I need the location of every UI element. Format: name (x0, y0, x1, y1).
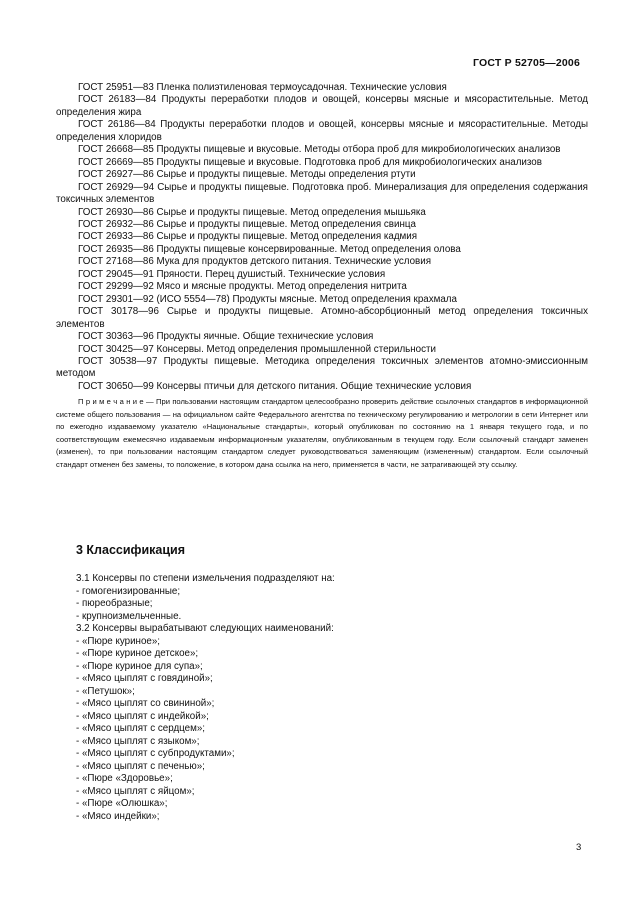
list-item: - «Мясо цыплят с говядиной»; (76, 673, 586, 686)
list-item: - «Пюре куриное детское»; (76, 648, 586, 661)
list-item: - «Мясо цыплят с языком»; (76, 736, 586, 749)
list-item: - «Пюре «Олюшка»; (76, 798, 586, 811)
name-list (76, 636, 586, 824)
reference-item: ГОСТ 26669—85 Продукты пищевые и вкусовые. Подготовка проб для микробиологических анализов (78, 156, 542, 168)
list-item: - «Мясо цыплят со свининой»; (76, 698, 586, 711)
list-item: - «Пюре куриное»; (76, 636, 586, 649)
list-item: - «Мясо цыплят с субпродуктами»; (76, 748, 586, 761)
list-item: - «Пюре «Здоровье»; (76, 773, 586, 786)
list-item: - «Мясо индейки»; (76, 811, 586, 824)
reference-item: ГОСТ 30425—97 Консервы. Метод определения промышленной стерильности (78, 343, 436, 355)
list-item: - «Мясо цыплят с печенью»; (76, 761, 586, 774)
reference-item: ГОСТ 26932—86 Сырье и продукты пищевые. Метод определения свинца (78, 218, 416, 230)
reference-item: ГОСТ 26930—86 Сырье и продукты пищевые. Метод определения мышьяка (78, 206, 426, 218)
reference-item: ГОСТ 25951—83 Пленка полиэтиленовая термоусадочная. Технические условия (78, 82, 447, 93)
reference-item: ГОСТ 26183—84 Продукты переработки плодов и овощей, консервы мясные и мясорастительные. Метод определения жира (56, 94, 588, 118)
list-item: - крупноизмельченные. (76, 611, 586, 624)
reference-item: ГОСТ 26933—86 Сырье и продукты пищевые. Метод определения кадмия (78, 231, 418, 243)
reference-item: ГОСТ 29045—91 Пряности. Перец душистый. Технические условия (78, 268, 386, 280)
reference-item: ГОСТ 30363—96 Продукты яичные. Общие технические условия (78, 331, 374, 343)
reference-item: ГОСТ 26668—85 Продукты пищевые и вкусовые. Методы отбора проб для микробиологических анализов (78, 144, 561, 156)
reference-list (56, 82, 588, 393)
clause-3-2: 3.2 Консервы вырабатывают следующих наименований: (76, 623, 334, 634)
reference-item: ГОСТ 30538—97 Продукты пищевые. Методика определения токсичных элементов атомно-эмиссионным методом (56, 355, 588, 380)
reference-item: ГОСТ 26927—86 Сырье и продукты пищевые. Методы определения ртути (78, 169, 416, 181)
section-title: 3 Классификация (76, 543, 186, 557)
clause-3-1: 3.1 Консервы по степени измельчения подразделяют на: (76, 573, 335, 584)
list-item: - пюреобразные; (76, 598, 586, 611)
reference-item: ГОСТ 26929—94 Сырье и продукты пищевые. Подготовка проб. Минерализация для определения содержания токсичных элементов (56, 181, 588, 206)
note-paragraph: П р и м е ч а н и е — При пользовании настоящим стандартом целесообразно проверить действие ссылочных стандартов в информационной системе общего пользования — на официальном сайте Федерального агентства по техническому регулированию и метрологии в сети Интернет или по ежегодно издаваемому указателю «Национальные стандарты», который опубликован по состоянию на 1 января текущего года, и по соответствующим ежемесячно издаваемым информационным указателям, опубликованным в текущем году. Если ссылочный стандарт заменен (изменен), то при пользовании настоящим стандартом следует руководствоваться заменяющим (измененным) стандартом. Если ссылочный стандарт отменен без замены, то положение, в котором дана ссылка на него, применяется в части, не затрагивающей эту ссылку. (56, 397, 588, 469)
classification-section (76, 573, 586, 823)
degree-list (76, 586, 586, 624)
normative-references (56, 82, 588, 479)
reference-item: ГОСТ 27168—86 Мука для продуктов детского питания. Технические условия (78, 256, 432, 268)
list-item: - «Мясо цыплят с яйцом»; (76, 786, 586, 799)
document-code: ГОСТ Р 52705—2006 (472, 57, 580, 69)
list-item: - «Мясо цыплят с сердцем»; (76, 723, 586, 736)
reference-item: ГОСТ 29299—92 Мясо и мясные продукты. Метод определения нитрита (78, 281, 407, 293)
reference-item: ГОСТ 30650—99 Консервы птичьи для детского питания. Общие технические условия (78, 380, 472, 392)
list-item: - «Петушок»; (76, 686, 586, 699)
list-item: - «Мясо цыплят с индейкой»; (76, 711, 586, 724)
page-number: 3 (576, 842, 582, 853)
reference-item: ГОСТ 29301—92 (ИСО 5554—78) Продукты мясные. Метод определения крахмала (78, 293, 457, 305)
reference-item: ГОСТ 26935—86 Продукты пищевые консервированные. Метод определения олова (78, 243, 461, 255)
list-item: - «Пюре куриное для супа»; (76, 661, 586, 674)
reference-item: ГОСТ 30178—96 Сырье и продукты пищевые. Атомно-абсорбционный метод определения токсичных элементов (56, 306, 588, 330)
list-item: - гомогенизированные; (76, 586, 586, 599)
reference-item: ГОСТ 26186—84 Продукты переработки плодов и овощей, консервы мясные и мясорастительные. Методы определения хлоридов (56, 119, 588, 143)
